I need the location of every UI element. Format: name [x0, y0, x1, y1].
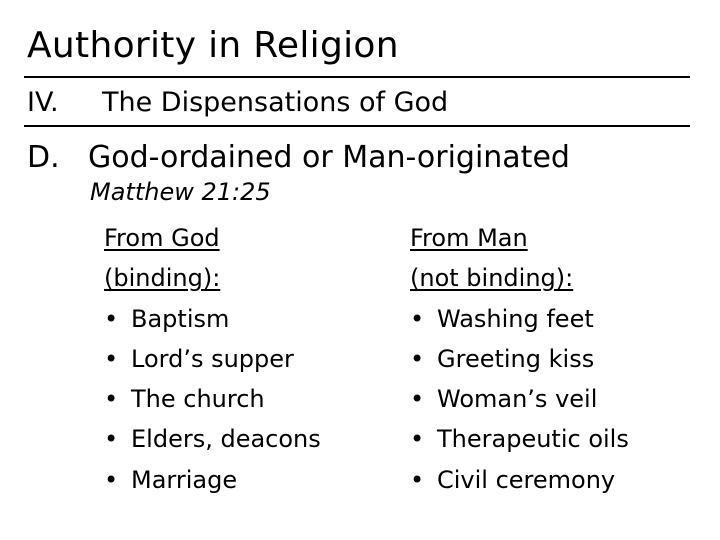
bullet: •	[410, 465, 425, 494]
list-item-label: Lord’s supper	[131, 344, 294, 373]
bullet: •	[104, 385, 119, 414]
subsection-text: God-ordained or Man-originated	[88, 140, 570, 175]
list-item	[104, 419, 321, 459]
column-subheading: (binding):	[104, 264, 221, 293]
bullet: •	[104, 425, 119, 454]
bullet: •	[104, 304, 119, 333]
from-man-column	[410, 218, 629, 500]
bullet: •	[410, 304, 425, 333]
section-text: The Dispensations of God	[102, 87, 449, 118]
list-item	[104, 299, 321, 339]
list-item-label: Woman’s veil	[437, 385, 598, 414]
list-item-label: Washing feet	[437, 304, 594, 333]
bullet: •	[410, 385, 425, 414]
list-item	[104, 339, 321, 379]
list-item-label: Greeting kiss	[437, 344, 595, 373]
slide-title: Authority in Religion	[27, 25, 399, 66]
section-divider	[24, 125, 690, 127]
list-item-label: The church	[131, 385, 265, 414]
from-god-column	[104, 218, 321, 500]
section-numeral: IV.	[27, 87, 59, 118]
list-item	[104, 379, 321, 419]
list-item-label: Baptism	[131, 304, 230, 333]
bullet: •	[104, 344, 119, 373]
list-item-label: Elders, deacons	[131, 425, 321, 454]
list-item-label: Therapeutic oils	[437, 425, 629, 454]
subsection-heading	[27, 138, 570, 178]
list-item	[410, 419, 629, 459]
column-heading: From God	[104, 224, 220, 252]
list-item	[104, 460, 321, 500]
title-divider	[24, 76, 690, 78]
section-heading	[27, 85, 448, 121]
list-item	[410, 379, 629, 419]
list-item	[410, 299, 629, 339]
list-item-label: Marriage	[131, 465, 238, 494]
bullet: •	[104, 465, 119, 494]
list-item	[410, 460, 629, 500]
column-subheading: (not binding):	[410, 264, 574, 293]
column-heading: From Man	[410, 224, 528, 252]
scripture-reference: Matthew 21:25	[90, 178, 271, 206]
subsection-letter: D.	[27, 140, 60, 175]
bullet: •	[410, 344, 425, 373]
list-item-label: Civil ceremony	[437, 465, 616, 494]
list-item	[410, 339, 629, 379]
bullet: •	[410, 425, 425, 454]
